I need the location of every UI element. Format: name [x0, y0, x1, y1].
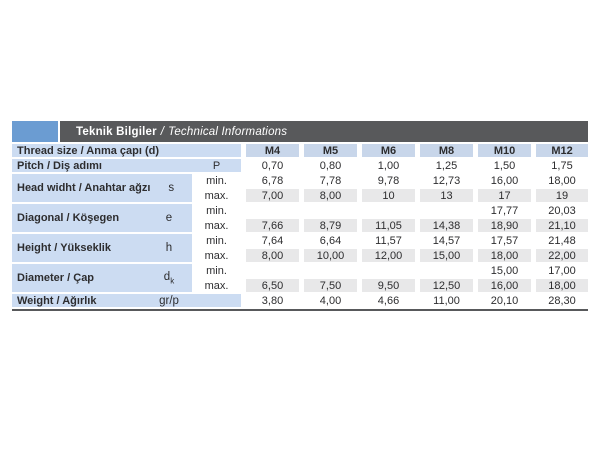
column-header-m4: M4: [241, 144, 299, 157]
row-head-width-min: [12, 174, 588, 187]
minmax-label: min.: [192, 204, 241, 217]
row-label-thread-size: [12, 144, 241, 157]
column-header-m10: M10: [473, 144, 531, 157]
cell-value: 18,90: [473, 219, 531, 232]
label-text: Head widht / Anahtar ağzı: [17, 182, 151, 194]
cell-value: 28,30: [531, 294, 588, 307]
minmax-label: min.: [192, 174, 241, 187]
cell-value: 7,66: [241, 219, 299, 232]
cell-value: 8,00: [299, 189, 357, 202]
cell-value: 17,00: [531, 264, 588, 277]
title-turkish: Teknik Bilgiler: [76, 125, 157, 138]
symbol-dk-subscript: k: [170, 276, 175, 286]
title-separator: /: [160, 125, 165, 138]
cell-value: [415, 264, 473, 277]
column-header-m12: M12: [531, 144, 588, 157]
minmax-label: min.: [192, 234, 241, 247]
cell-value: 16,00: [473, 279, 531, 292]
cell-value: 17: [473, 189, 531, 202]
cell-value: 15,00: [415, 249, 473, 262]
label-text: Weight / Ağırlık: [17, 294, 97, 307]
cell-value: [415, 204, 473, 217]
cell-value: 22,00: [531, 249, 588, 262]
cell-value: 17,77: [473, 204, 531, 217]
technical-info-section: [12, 121, 588, 311]
row-label-pitch: [12, 159, 241, 172]
cell-value: 7,64: [241, 234, 299, 247]
cell-value: 21,10: [531, 219, 588, 232]
row-weight: [12, 294, 588, 307]
cell-value: [241, 264, 299, 277]
cell-value: 4,00: [299, 294, 357, 307]
cell-value: 7,00: [241, 189, 299, 202]
symbol-dk: [146, 271, 192, 285]
cell-value: 3,80: [241, 294, 299, 307]
cell-value: 9,50: [357, 279, 415, 292]
row-diameter-min: [12, 264, 588, 277]
row-height-min: [12, 234, 588, 247]
cell-value: 7,50: [299, 279, 357, 292]
cell-value: 4,66: [357, 294, 415, 307]
column-header-m8: M8: [415, 144, 473, 157]
minmax-label: max.: [192, 189, 241, 202]
cell-value: 10,00: [299, 249, 357, 262]
row-label-head-width: [12, 174, 192, 202]
row-label-diagonal: [12, 204, 192, 232]
cell-value: 6,50: [241, 279, 299, 292]
cell-value: 7,78: [299, 174, 357, 187]
cell-value: 14,38: [415, 219, 473, 232]
minmax-label: min.: [192, 264, 241, 277]
cell-value: [241, 204, 299, 217]
symbol-e: e: [165, 212, 173, 224]
cell-value: 11,05: [357, 219, 415, 232]
cell-value: [299, 264, 357, 277]
label-text: Pitch / Diş adımı: [17, 159, 102, 172]
minmax-label: max.: [192, 219, 241, 232]
cell-value: 17,57: [473, 234, 531, 247]
symbol-h: h: [165, 242, 173, 254]
row-diagonal-min: [12, 204, 588, 217]
cell-value: [299, 204, 357, 217]
cell-value: 14,57: [415, 234, 473, 247]
cell-value: 21,48: [531, 234, 588, 247]
spec-table-wrap: [12, 142, 588, 311]
minmax-label: max.: [192, 249, 241, 262]
label-text: Diagonal / Köşegen: [17, 212, 120, 224]
cell-value: 8,79: [299, 219, 357, 232]
symbol-grp: gr/p: [159, 294, 179, 307]
cell-value: 18,00: [531, 279, 588, 292]
cell-value: 12,00: [357, 249, 415, 262]
cell-value: 6,64: [299, 234, 357, 247]
column-header-m6: M6: [357, 144, 415, 157]
cell-value: 1,00: [357, 159, 415, 172]
cell-value: 10: [357, 189, 415, 202]
label-text: Diameter / Çap: [17, 271, 95, 284]
cell-value: 8,00: [241, 249, 299, 262]
row-thread-size: [12, 144, 588, 157]
cell-value: 6,78: [241, 174, 299, 187]
row-label-diameter: [12, 264, 192, 292]
cell-value: 0,70: [241, 159, 299, 172]
symbol-s: s: [168, 182, 175, 194]
cell-value: 1,25: [415, 159, 473, 172]
cell-value: 12,50: [415, 279, 473, 292]
cell-value: 1,75: [531, 159, 588, 172]
label-text: Height / Yükseklik: [17, 242, 111, 254]
cell-value: 18,00: [473, 249, 531, 262]
title-bar: [12, 121, 588, 142]
cell-value: 20,03: [531, 204, 588, 217]
symbol-p: P: [212, 159, 221, 172]
row-pitch: [12, 159, 588, 172]
title-english: Technical Informations: [168, 125, 288, 138]
cell-value: 20,10: [473, 294, 531, 307]
cell-value: 11,00: [415, 294, 473, 307]
row-label-weight: [12, 294, 241, 307]
minmax-label: max.: [192, 279, 241, 292]
row-label-height: [12, 234, 192, 262]
cell-value: 0,80: [299, 159, 357, 172]
column-header-m5: M5: [299, 144, 357, 157]
cell-value: [357, 204, 415, 217]
cell-value: 16,00: [473, 174, 531, 187]
cell-value: 12,73: [415, 174, 473, 187]
title-accent-square: [12, 121, 58, 142]
cell-value: 9,78: [357, 174, 415, 187]
cell-value: 13: [415, 189, 473, 202]
section-title: [60, 121, 588, 142]
cell-value: 15,00: [473, 264, 531, 277]
symbol-dk-base: d: [163, 270, 171, 283]
spec-table: [12, 142, 588, 309]
label-text: Thread size / Anma çapı (d): [17, 144, 160, 157]
cell-value: 1,50: [473, 159, 531, 172]
cell-value: 18,00: [531, 174, 588, 187]
cell-value: 19: [531, 189, 588, 202]
cell-value: [357, 264, 415, 277]
cell-value: 11,57: [357, 234, 415, 247]
